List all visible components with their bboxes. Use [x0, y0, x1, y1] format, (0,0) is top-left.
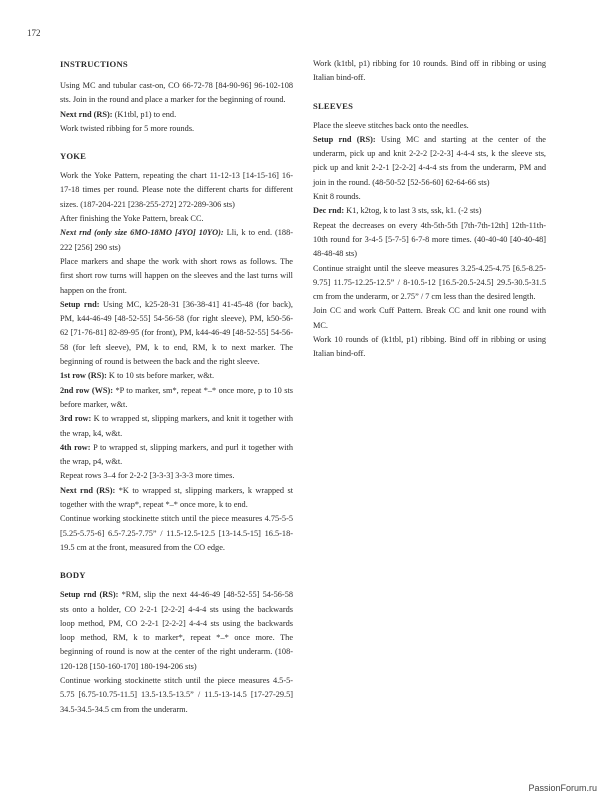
- step-text: Using MC and starting at the center of the underarm, pick up and knit 2-2-2 [2-2-3] 4-4-4 sts, k the sleeve sts, pick up and knit 2-2-1 [2-2-2] 4-4-4 sts from the underarm, PM and join in the round. (48-50-52 [52-56-60] 62-64-66 sts): [313, 134, 546, 187]
- paragraph: [313, 133, 546, 190]
- step-label: Next rnd (only size 6MO-18MO [4YO] 10YO):: [60, 228, 224, 238]
- right-column: [313, 57, 546, 362]
- instructions-heading: INSTRUCTIONS: [60, 59, 128, 69]
- paragraph: Work the Yoke Pattern, repeating the chart 11-12-13 [14-15-16] 16-17-18 times per round. Please note the different charts for different sizes. (187-204-221 [238-255-272] 272-289-306 sts): [60, 171, 293, 209]
- paragraph: [60, 369, 293, 383]
- step-label: Next rnd (RS):: [60, 485, 116, 495]
- watermark: PassionForum.ru: [528, 783, 597, 793]
- step-text: K1, k2tog, k to last 3 sts, ssk, k1. (-2 sts): [344, 206, 482, 216]
- step-label: Dec rnd:: [313, 206, 345, 216]
- step-text: K to wrapped st, slipping markers, and knit it together with the wrap, k4, w&t.: [60, 414, 293, 438]
- step-text: *RM, slip the next 44-46-49 [48-52-55] 54-56-58 sts onto a holder, CO 2-2-1 [2-2-2] 4-4-4 sts using the backwards loop method, PM, CO 2-2-1 [2-2-2] 4-4-4 sts using the backwards loop method, RM, k to marker*, repeat *–* once more. The beginning of round is now at the center of the right underarm. (108-120-128 [150-160-170] 180-194-206 sts): [60, 590, 293, 671]
- paragraph: [60, 441, 293, 470]
- step-label: 2nd row (WS):: [60, 385, 114, 395]
- left-column: [60, 57, 293, 717]
- step-text: (K1tbl, p1) to end.: [112, 109, 177, 119]
- paragraph: Continue working stockinette stitch until the piece measures 4.5-5-5.75 [6.75-10.75-11.5] 13.5-13.5-13.5” / 11.5-13-14.5 [17-27-29.5] 34.5-34.5-34.5 cm from the underarm.: [60, 675, 293, 714]
- paragraph: Work twisted ribbing for 5 more rounds.: [60, 123, 195, 133]
- paragraph: [60, 588, 293, 674]
- step-text: P to wrapped st, slipping markers, and purl it together with the wrap, p4, w&t.: [60, 442, 293, 467]
- page-number: 172: [27, 28, 41, 38]
- paragraph: Repeat the decreases on every 4th-5th-5th [7th-7th-12th] 12th-11th-10th round for 3-4-5 [5-7-5] 6-7-8 more times. (40-40-40 [40-40-48] 48-48-48 sts): [313, 220, 546, 259]
- paragraph: [60, 484, 293, 513]
- paragraph: [60, 298, 293, 369]
- body-heading: BODY: [60, 570, 86, 581]
- paragraph: Using MC and tubular cast-on, CO 66-72-78 [84-90-96] 96-102-108 sts. Join in the round and place a marker for the beginning of round.: [60, 81, 293, 105]
- step-text: K to 10 sts before marker, w&t.: [106, 371, 215, 381]
- step-label: Setup rnd (RS):: [60, 590, 119, 600]
- paragraph: Continue working stockinette stitch until the piece measures 4.75-5-5 [5.25-5.75-6] 6.5-7.25-7.75” / 11.5-12.5-12.5 [13-14.5-15] 16.5-18-19.5 cm at the front, measured from the CO edge.: [60, 514, 293, 552]
- paragraph: Work (k1tbl, p1) ribbing for 10 rounds. Bind off in ribbing or using Italian bind-off.: [313, 59, 546, 83]
- step-label: Setup rnd (RS):: [313, 134, 376, 144]
- step-label: 4th row:: [60, 442, 91, 452]
- step-text: Lli, k to end. (188-222 [256] 290 sts): [60, 228, 293, 252]
- paragraph: Knit 8 rounds.: [313, 192, 361, 202]
- step-label: Next rnd (RS):: [60, 109, 113, 119]
- step-label: 1st row (RS):: [60, 371, 107, 381]
- step-label: Setup rnd:: [60, 299, 100, 309]
- paragraph: Join CC and work Cuff Pattern. Break CC and knit one round with MC.: [313, 306, 546, 330]
- step-text: *K to wrapped st, slipping markers, k wrapped st together with the wrap*, repeat *–* once more, k to end.: [60, 485, 293, 510]
- sleeves-heading: SLEEVES: [313, 100, 354, 111]
- paragraph: [60, 108, 293, 122]
- paragraph: Continue straight until the sleeve measures 3.25-4.25-4.75 [6.5-8.25-9.75] 11.75-12.25-12.5” / 8-10.5-12 [16.5-20.5-24.5] 29.5-30.5-31.5 cm from the underarm, or 2.75” / 7 cm less than the desired length.: [313, 263, 546, 302]
- paragraph: [60, 412, 293, 441]
- paragraph: [60, 384, 293, 413]
- paragraph: [313, 204, 546, 218]
- paragraph: Place markers and shape the work with short rows as follows. The first short row turns will happen on the sleeves and the last turns will happen on the front.: [60, 256, 293, 295]
- yoke-heading: YOKE: [60, 151, 87, 162]
- step-text: Using MC, k25-28-31 [36-38-41] 41-45-48 (for back), PM, k44-46-49 [48-52-55] 54-56-58 (for right sleeve), PM, k50-56-62 [71-76-81] 82-89-95 (for front), PM, k44-46-49 [48-52-55] 54-56-58 (for left sleeve), PM, k to end, RM, k to next marker. The beginning of round is between the back and the right sleeve.: [60, 299, 293, 367]
- paragraph: Work 10 rounds of (k1tbl, p1) ribbing. Bind off in ribbing or using Italian bind-off.: [313, 335, 546, 359]
- step-label: 3rd row:: [60, 414, 92, 424]
- paragraph: Place the sleeve stitches back onto the needles.: [313, 120, 469, 130]
- paragraph: After finishing the Yoke Pattern, break CC.: [60, 214, 204, 224]
- paragraph: Repeat rows 3–4 for 2-2-2 [3-3-3] 3-3-3 more times.: [60, 471, 235, 481]
- step-text: *P to marker, sm*, repeat *–* once more, p to 10 sts before marker, w&t.: [60, 385, 293, 409]
- paragraph: [60, 226, 293, 255]
